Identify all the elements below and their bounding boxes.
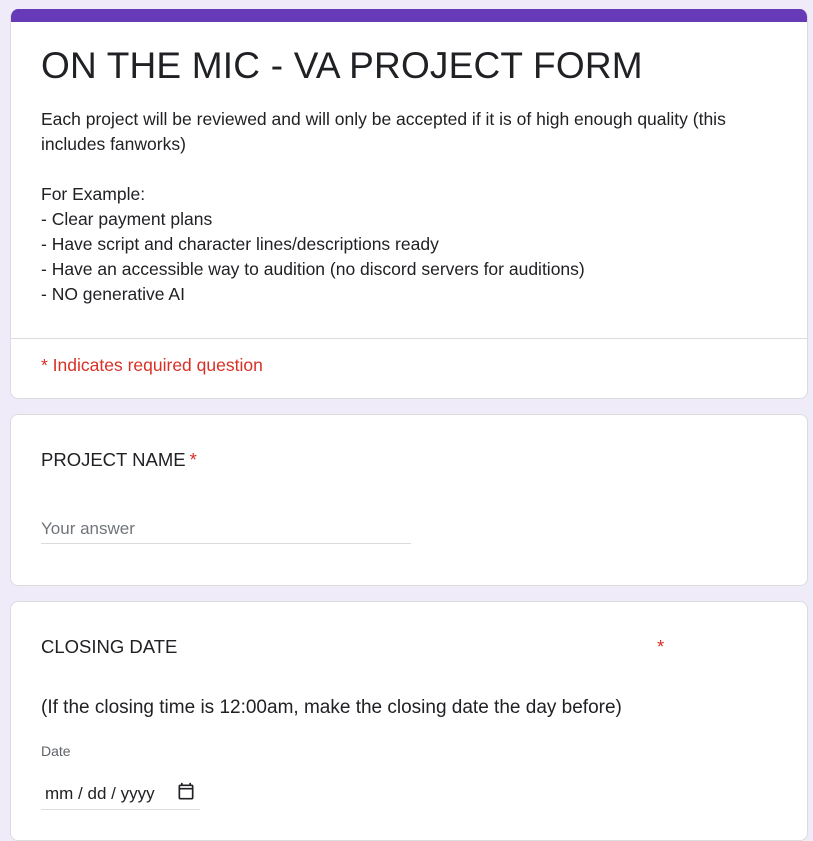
- description-intro: Each project will be reviewed and will only be accepted if it is of high enough quality (this includes fanworks): [41, 109, 726, 154]
- calendar-icon[interactable]: [176, 782, 196, 802]
- form-description: [41, 107, 781, 307]
- required-asterisk: *: [657, 636, 665, 657]
- required-question-note: * Indicates required question: [41, 355, 263, 375]
- form-header-card: [10, 9, 808, 399]
- question-title-text: PROJECT NAME: [41, 449, 186, 470]
- form-title: ON THE MIC - VA PROJECT FORM: [41, 45, 643, 86]
- description-example-item: - Have an accessible way to audition (no discord servers for auditions): [41, 259, 585, 279]
- description-example-item: - Have script and character lines/descriptions ready: [41, 234, 439, 254]
- description-example-item: - NO generative AI: [41, 284, 185, 304]
- question-card-closing-date: [10, 601, 808, 841]
- closing-date-input[interactable]: [41, 778, 200, 810]
- question-title-text: CLOSING DATE: [41, 636, 178, 657]
- date-label: Date: [41, 743, 71, 759]
- description-example-item: - Clear payment plans: [41, 209, 213, 229]
- header-accent-bar: [11, 9, 807, 22]
- question-card-project-name: [10, 414, 808, 586]
- required-asterisk: *: [189, 449, 197, 470]
- date-placeholder: mm / dd / yyyy: [45, 784, 155, 803]
- description-example-heading: For Example:: [41, 184, 146, 204]
- project-name-input[interactable]: [41, 514, 411, 544]
- question-title: [41, 448, 197, 472]
- description-spacer: [41, 157, 781, 182]
- header-divider: [11, 338, 807, 339]
- question-description: (If the closing time is 12:00am, make the closing date the day before): [41, 697, 622, 718]
